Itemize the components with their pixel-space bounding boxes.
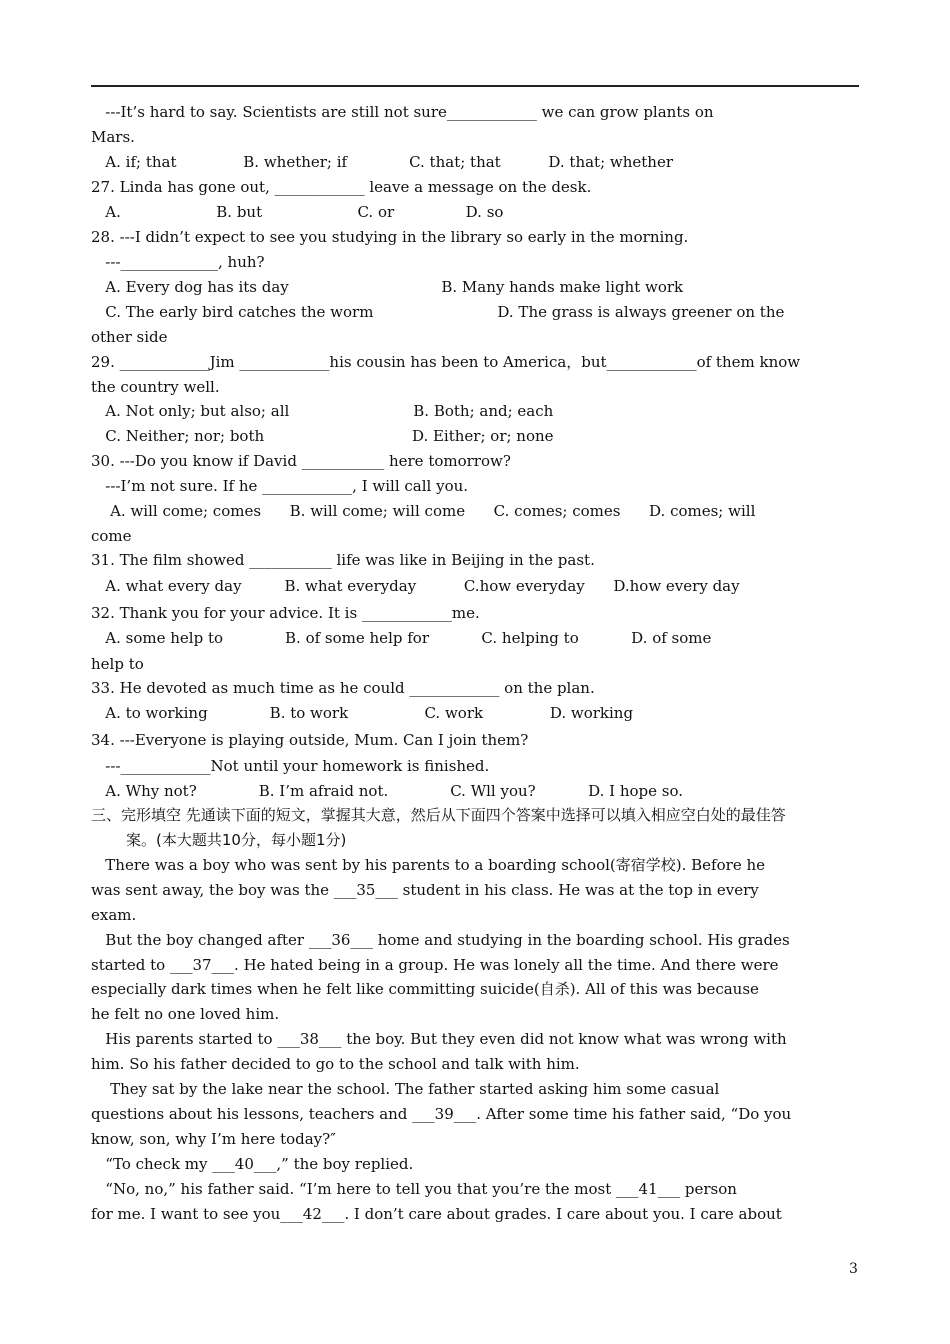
text-line: A. what every day B. what everyday C.how everyday D.how every day	[91, 577, 740, 595]
text-line: A. Every dog has its day B. Many hands make light work	[91, 278, 684, 296]
text-line: come	[91, 527, 132, 545]
passage-line: was sent away, the boy was the ___35___ student in his class. He was at the top in every	[91, 881, 759, 899]
passage-line: “No, no,” his father said. “I’m here to tell you that you’re the most ___41___ person	[91, 1180, 737, 1198]
text-line: A. some help to B. of some help for C. helping to D. of some	[91, 629, 712, 647]
passage-line: started to ___37___. He hated being in a group. He was lonely all the time. And there were	[91, 956, 779, 974]
text-line: A. Why not? B. I’m afraid not. C. Wll you? D. I hope so.	[91, 782, 684, 800]
page-number: 3	[849, 1261, 858, 1277]
text-line: 32. Thank you for your advice. It is ____________me.	[91, 604, 480, 622]
passage-line: know, son, why I’m here today?″	[91, 1130, 336, 1148]
passage-line: he felt no one loved him.	[91, 1005, 280, 1023]
text-line: C. Neither; nor; both D. Either; or; none	[91, 427, 554, 445]
text-line: ---It’s hard to say. Scientists are still not sure____________ we can grow plants on	[91, 103, 714, 121]
passage-line: There was a boy who was sent by his parents to a boarding school(寄宿学校). Before he	[91, 856, 765, 874]
text-line: ---I’m not sure. If he ____________, I will call you.	[91, 477, 469, 495]
text-line: the country well.	[91, 378, 220, 396]
passage-line: him. So his father decided to go to the school and talk with him.	[91, 1055, 580, 1073]
passage-line: “To check my ___40___,” the boy replied.	[91, 1155, 414, 1173]
text-line: A. Not only; but also; all B. Both; and; each	[91, 402, 554, 420]
text-line: 31. The film showed ___________ life was like in Beijing in the past.	[91, 551, 595, 569]
text-line: ---____________Not until your homework is finished.	[91, 757, 490, 775]
text-line: 28. ---I didn’t expect to see you studying in the library so early in the morning.	[91, 228, 689, 246]
text-line: 33. He devoted as much time as he could ____________ on the plan.	[91, 679, 595, 697]
text-line: other side	[91, 328, 168, 346]
text-line: ---_____________, huh?	[91, 253, 265, 271]
text-line: 30. ---Do you know if David ___________ here tomorrow?	[91, 452, 511, 470]
text-line: A. to working B. to work C. work D. working	[91, 704, 634, 722]
passage-line: His parents started to ___38___ the boy. But they even did not know what was wrong with	[91, 1030, 787, 1048]
text-line: 29. ____________Jim ____________his cousin has been to America，but____________of them know	[91, 353, 801, 371]
passage-line: But the boy changed after ___36___ home and studying in the boarding school. His grades	[91, 931, 790, 949]
text-line: A. B. but C. or D. so	[91, 203, 504, 221]
text-line: Mars.	[91, 128, 135, 146]
text-line: 27. Linda has gone out, ____________ leave a message on the desk.	[91, 178, 592, 196]
text-line: 34. ---Everyone is playing outside, Mum. Can I join them?	[91, 731, 529, 749]
passage-line: questions about his lessons, teachers and ___39___. After some time his father said, “Do you	[91, 1105, 792, 1123]
passage-line: exam.	[91, 906, 137, 924]
text-line: help to	[91, 655, 144, 673]
section-heading: 三、完形填空 先通读下面的短文，掌握其大意，然后从下面四个答案中选择可以填入相应空白处的最佳答	[91, 806, 786, 824]
passage-line: They sat by the lake near the school. The father started asking him some casual	[91, 1080, 720, 1098]
text-line: C. The early bird catches the worm D. The grass is always greener on the	[91, 303, 785, 321]
passage-line: especially dark times when he felt like committing suicide(自杀). All of this was because	[91, 980, 759, 998]
header-rule	[91, 85, 859, 87]
section-instructions: 案。(本大题共10分，每小题1分)	[126, 831, 347, 849]
text-line: A. if; that B. whether; if C. that; that D. that; whether	[91, 153, 674, 171]
passage-line: for me. I want to see you___42___. I don’t care about grades. I care about you. I care about	[91, 1205, 782, 1223]
text-line: A. will come; comes B. will come; will come C. comes; comes D. comes; will	[91, 502, 756, 520]
